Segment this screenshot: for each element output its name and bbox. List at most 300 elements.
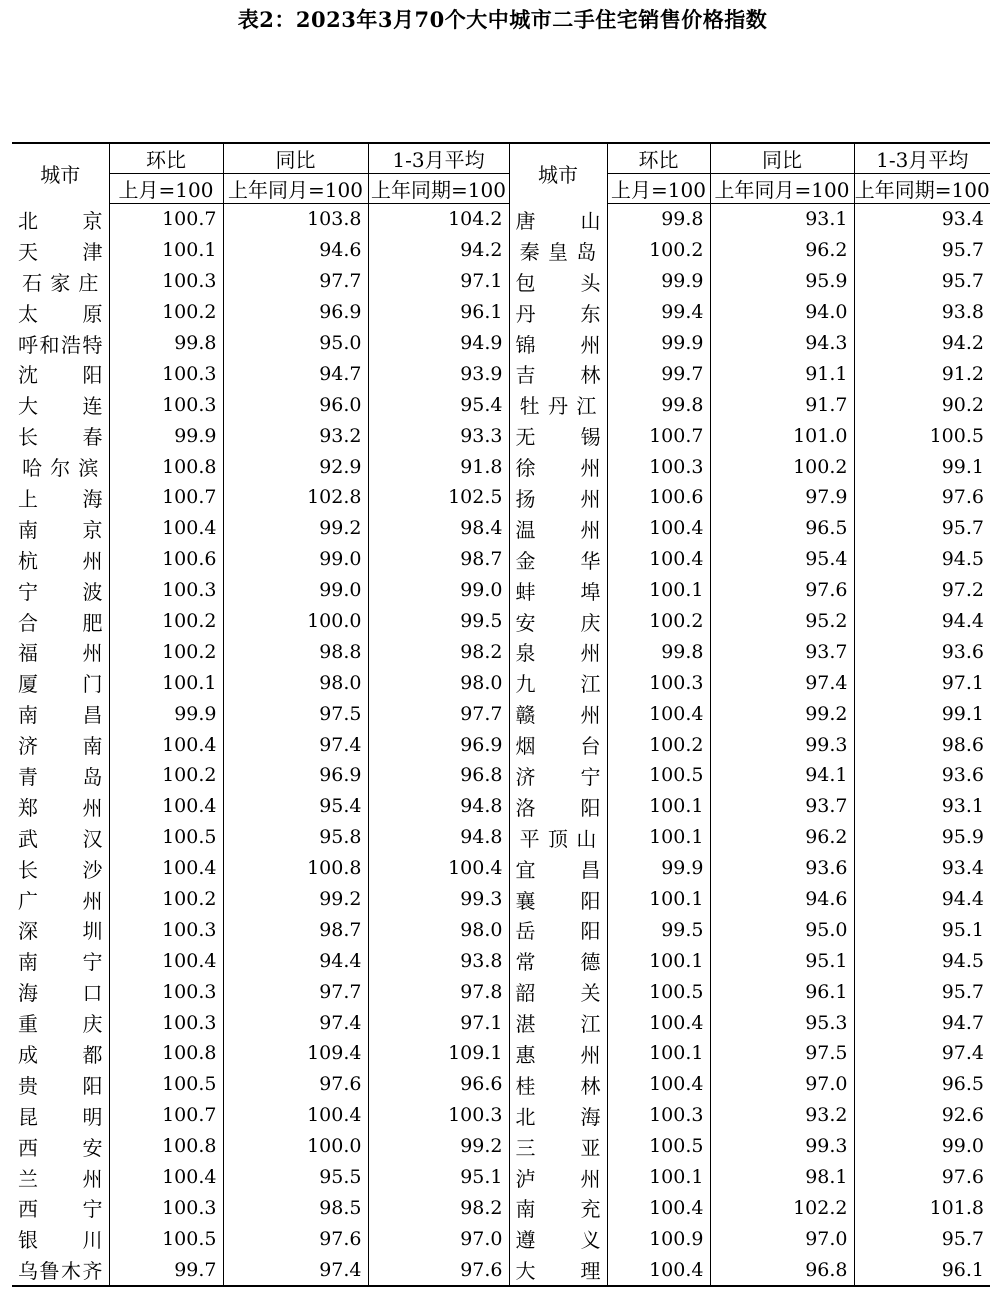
- city-label: 桂 林: [515, 1073, 601, 1098]
- city-name-left: [12, 606, 109, 637]
- avg-value-left: 102.5: [368, 482, 509, 513]
- yoy-value-left: 98.8: [223, 636, 368, 667]
- avg-value-left: 93.3: [368, 420, 509, 451]
- table-row: [12, 1069, 990, 1100]
- city-name-right: [509, 791, 607, 822]
- city-name-right: [509, 1007, 607, 1038]
- avg-value-right: 99.1: [854, 698, 990, 729]
- mom-value-left: 99.7: [109, 1254, 223, 1286]
- avg-value-right: 95.1: [854, 914, 990, 945]
- yoy-value-left: 97.4: [223, 729, 368, 760]
- header-avg-base-left: 上年同期=100: [368, 174, 509, 204]
- city-name-left: [12, 1193, 109, 1224]
- city-name-right: [509, 760, 607, 791]
- avg-value-left: 96.6: [368, 1069, 509, 1100]
- city-name-right: [509, 698, 607, 729]
- city-name-right: [509, 914, 607, 945]
- city-name-right: [509, 1131, 607, 1162]
- city-name-right: [509, 1254, 607, 1286]
- mom-value-right: 99.8: [607, 204, 710, 235]
- mom-value-left: 100.5: [109, 1223, 223, 1254]
- table-row: [12, 884, 990, 915]
- city-label: 湛 江: [515, 1012, 601, 1037]
- city-label: 郑 州: [18, 795, 103, 820]
- city-label: 武 汉: [18, 826, 103, 851]
- mom-value-left: 100.3: [109, 1007, 223, 1038]
- table-row: [12, 235, 990, 266]
- mom-value-right: 99.9: [607, 328, 710, 359]
- table-row: [12, 945, 990, 976]
- city-label: 成 都: [18, 1042, 103, 1067]
- city-name-left: [12, 791, 109, 822]
- mom-value-left: 100.4: [109, 729, 223, 760]
- avg-value-right: 93.6: [854, 760, 990, 791]
- mom-value-left: 99.9: [109, 698, 223, 729]
- mom-value-left: 100.2: [109, 297, 223, 328]
- yoy-value-left: 97.5: [223, 698, 368, 729]
- table-row: [12, 636, 990, 667]
- table-row: [12, 1193, 990, 1224]
- avg-value-right: 94.2: [854, 328, 990, 359]
- mom-value-right: 100.2: [607, 235, 710, 266]
- yoy-value-left: 109.4: [223, 1038, 368, 1069]
- yoy-value-right: 99.3: [710, 1131, 854, 1162]
- yoy-value-left: 97.6: [223, 1223, 368, 1254]
- avg-value-right: 99.1: [854, 451, 990, 482]
- avg-value-right: 93.8: [854, 297, 990, 328]
- city-name-right: [509, 297, 607, 328]
- yoy-value-left: 100.4: [223, 1100, 368, 1131]
- avg-value-left: 99.2: [368, 1131, 509, 1162]
- city-name-right: [509, 266, 607, 297]
- table-title: 表2：2023年3月70个大中城市二手住宅销售价格指数: [237, 7, 768, 32]
- mom-value-right: 100.1: [607, 884, 710, 915]
- yoy-value-left: 97.7: [223, 266, 368, 297]
- avg-value-left: 96.9: [368, 729, 509, 760]
- table-row: [12, 1038, 990, 1069]
- city-label: 呼 和 浩 特: [18, 332, 103, 357]
- yoy-value-right: 96.2: [710, 822, 854, 853]
- avg-value-left: 95.4: [368, 389, 509, 420]
- yoy-value-left: 99.2: [223, 513, 368, 544]
- header-mom-base-right: 上月=100: [607, 174, 710, 204]
- city-label: 合 肥: [18, 610, 103, 635]
- city-name-left: [12, 1162, 109, 1193]
- city-name-left: [12, 1100, 109, 1131]
- city-label: 平 顶 山: [519, 826, 597, 851]
- city-name-left: [12, 420, 109, 451]
- yoy-value-left: 94.6: [223, 235, 368, 266]
- yoy-value-left: 98.7: [223, 914, 368, 945]
- mom-value-right: 100.4: [607, 1069, 710, 1100]
- city-label: 南 昌: [18, 703, 103, 728]
- table-row: [12, 1223, 990, 1254]
- price-index-table: [12, 142, 990, 1287]
- mom-value-left: 100.6: [109, 544, 223, 575]
- mom-value-right: 100.2: [607, 606, 710, 637]
- table-row: [12, 1162, 990, 1193]
- city-name-left: [12, 544, 109, 575]
- city-name-right: [509, 822, 607, 853]
- mom-value-right: 99.5: [607, 914, 710, 945]
- avg-value-right: 101.8: [854, 1193, 990, 1224]
- mom-value-left: 100.7: [109, 1100, 223, 1131]
- mom-value-right: 100.5: [607, 976, 710, 1007]
- mom-value-right: 100.2: [607, 729, 710, 760]
- city-name-right: [509, 328, 607, 359]
- yoy-value-left: 99.2: [223, 884, 368, 915]
- yoy-value-right: 95.2: [710, 606, 854, 637]
- city-name-right: [509, 575, 607, 606]
- yoy-value-left: 94.7: [223, 358, 368, 389]
- city-name-left: [12, 1069, 109, 1100]
- avg-value-left: 98.4: [368, 513, 509, 544]
- mom-value-left: 99.8: [109, 328, 223, 359]
- avg-value-right: 90.2: [854, 389, 990, 420]
- city-name-right: [509, 853, 607, 884]
- mom-value-right: 99.4: [607, 297, 710, 328]
- mom-value-right: 100.1: [607, 945, 710, 976]
- city-name-left: [12, 513, 109, 544]
- yoy-value-right: 95.0: [710, 914, 854, 945]
- yoy-value-left: 97.4: [223, 1254, 368, 1286]
- mom-value-right: 100.1: [607, 791, 710, 822]
- city-label: 海 口: [18, 981, 103, 1006]
- city-name-right: [509, 513, 607, 544]
- city-label: 贵 阳: [18, 1073, 103, 1098]
- city-name-right: [509, 389, 607, 420]
- header-avg-base-right: 上年同期=100: [854, 174, 990, 204]
- mom-value-left: 100.3: [109, 358, 223, 389]
- mom-value-left: 100.3: [109, 266, 223, 297]
- avg-value-right: 91.2: [854, 358, 990, 389]
- city-label: 宁 波: [18, 579, 103, 604]
- table-row: [12, 513, 990, 544]
- mom-value-left: 100.4: [109, 1162, 223, 1193]
- yoy-value-left: 92.9: [223, 451, 368, 482]
- avg-value-left: 94.2: [368, 235, 509, 266]
- table-row: [12, 914, 990, 945]
- city-label: 赣 州: [515, 703, 601, 728]
- avg-value-left: 97.1: [368, 266, 509, 297]
- avg-value-left: 99.3: [368, 884, 509, 915]
- yoy-value-right: 96.5: [710, 513, 854, 544]
- city-label: 常 德: [515, 950, 601, 975]
- header-mom-right: 环比: [607, 143, 710, 174]
- city-label: 包 头: [515, 270, 601, 295]
- avg-value-right: 95.7: [854, 976, 990, 1007]
- avg-value-left: 97.7: [368, 698, 509, 729]
- city-label: 牡 丹 江: [519, 394, 597, 419]
- yoy-value-right: 93.2: [710, 1100, 854, 1131]
- avg-value-left: 91.8: [368, 451, 509, 482]
- avg-value-left: 95.1: [368, 1162, 509, 1193]
- city-name-left: [12, 451, 109, 482]
- avg-value-right: 94.5: [854, 544, 990, 575]
- avg-value-right: 93.6: [854, 636, 990, 667]
- mom-value-right: 99.8: [607, 636, 710, 667]
- yoy-value-right: 91.7: [710, 389, 854, 420]
- city-label: 银 川: [18, 1228, 103, 1253]
- city-label: 长 沙: [18, 857, 103, 882]
- city-label: 惠 州: [515, 1042, 601, 1067]
- city-label: 洛 阳: [515, 795, 601, 820]
- table-row: [12, 729, 990, 760]
- city-name-right: [509, 945, 607, 976]
- city-name-left: [12, 204, 109, 235]
- city-label: 西 安: [18, 1135, 103, 1160]
- avg-value-right: 93.4: [854, 204, 990, 235]
- city-label: 天 津: [18, 239, 103, 264]
- avg-value-right: 94.5: [854, 945, 990, 976]
- city-name-left: [12, 822, 109, 853]
- mom-value-right: 100.4: [607, 698, 710, 729]
- table-row: [12, 791, 990, 822]
- city-label: 太 原: [18, 301, 103, 326]
- yoy-value-left: 94.4: [223, 945, 368, 976]
- yoy-value-right: 91.1: [710, 358, 854, 389]
- mom-value-right: 100.4: [607, 1007, 710, 1038]
- city-label: 大 连: [18, 394, 103, 419]
- city-name-left: [12, 1223, 109, 1254]
- avg-value-right: 95.7: [854, 513, 990, 544]
- city-label: 青 岛: [18, 764, 103, 789]
- avg-value-left: 93.8: [368, 945, 509, 976]
- table-row: [12, 760, 990, 791]
- table-row: [12, 297, 990, 328]
- mom-value-right: 100.4: [607, 544, 710, 575]
- city-label: 蚌 埠: [515, 579, 601, 604]
- city-label: 大 理: [515, 1259, 601, 1284]
- city-name-right: [509, 358, 607, 389]
- city-label: 长 春: [18, 425, 103, 450]
- city-label: 哈 尔 滨: [22, 456, 99, 481]
- table-row: [12, 544, 990, 575]
- avg-value-left: 94.8: [368, 822, 509, 853]
- avg-value-right: 98.6: [854, 729, 990, 760]
- yoy-value-right: 95.1: [710, 945, 854, 976]
- header-avg-right: 1-3月平均: [854, 143, 990, 174]
- avg-value-right: 94.4: [854, 884, 990, 915]
- city-name-right: [509, 729, 607, 760]
- city-name-right: [509, 1069, 607, 1100]
- yoy-value-left: 95.8: [223, 822, 368, 853]
- city-name-left: [12, 235, 109, 266]
- mom-value-left: 100.3: [109, 914, 223, 945]
- table-row: [12, 575, 990, 606]
- header-mom-base-left: 上月=100: [109, 174, 223, 204]
- yoy-value-right: 97.9: [710, 482, 854, 513]
- avg-value-right: 95.9: [854, 822, 990, 853]
- city-label: 厦 门: [18, 672, 103, 697]
- city-label: 宜 昌: [515, 857, 601, 882]
- avg-value-left: 100.4: [368, 853, 509, 884]
- mom-value-right: 99.7: [607, 358, 710, 389]
- city-name-left: [12, 884, 109, 915]
- city-name-right: [509, 204, 607, 235]
- yoy-value-left: 97.4: [223, 1007, 368, 1038]
- city-label: 杭 州: [18, 548, 103, 573]
- table-body: [12, 204, 990, 1287]
- mom-value-right: 100.5: [607, 760, 710, 791]
- city-name-left: [12, 636, 109, 667]
- mom-value-left: 100.7: [109, 204, 223, 235]
- city-label: 南 充: [515, 1197, 601, 1222]
- city-label: 南 宁: [18, 950, 103, 975]
- city-label: 遵 义: [515, 1228, 601, 1253]
- avg-value-right: 95.7: [854, 1223, 990, 1254]
- mom-value-left: 100.4: [109, 945, 223, 976]
- city-label: 上 海: [18, 486, 103, 511]
- yoy-value-right: 101.0: [710, 420, 854, 451]
- mom-value-left: 100.5: [109, 1069, 223, 1100]
- mom-value-left: 100.8: [109, 1038, 223, 1069]
- table-row: [12, 328, 990, 359]
- yoy-value-right: 95.3: [710, 1007, 854, 1038]
- mom-value-right: 100.1: [607, 1162, 710, 1193]
- yoy-value-left: 100.0: [223, 1131, 368, 1162]
- mom-value-right: 100.3: [607, 451, 710, 482]
- city-name-right: [509, 1038, 607, 1069]
- yoy-value-right: 96.2: [710, 235, 854, 266]
- yoy-value-right: 96.8: [710, 1254, 854, 1286]
- mom-value-left: 100.8: [109, 451, 223, 482]
- city-label: 重 庆: [18, 1012, 103, 1037]
- city-name-right: [509, 544, 607, 575]
- yoy-value-right: 97.6: [710, 575, 854, 606]
- mom-value-right: 100.4: [607, 513, 710, 544]
- city-name-left: [12, 667, 109, 698]
- mom-value-left: 100.4: [109, 853, 223, 884]
- mom-value-right: 100.4: [607, 1193, 710, 1224]
- city-label: 济 南: [18, 734, 103, 759]
- yoy-value-left: 97.6: [223, 1069, 368, 1100]
- city-name-right: [509, 482, 607, 513]
- yoy-value-right: 94.6: [710, 884, 854, 915]
- city-label: 泸 州: [515, 1166, 601, 1191]
- avg-value-right: 97.6: [854, 1162, 990, 1193]
- table-row: [12, 976, 990, 1007]
- mom-value-left: 100.2: [109, 760, 223, 791]
- mom-value-left: 100.2: [109, 606, 223, 637]
- table-row: [12, 482, 990, 513]
- yoy-value-left: 98.5: [223, 1193, 368, 1224]
- header-city-left: 城市: [40, 163, 81, 188]
- city-name-right: [509, 420, 607, 451]
- city-name-left: [12, 760, 109, 791]
- mom-value-right: 99.9: [607, 266, 710, 297]
- mom-value-right: 100.1: [607, 1038, 710, 1069]
- mom-value-left: 100.5: [109, 822, 223, 853]
- header-city-right: 城市: [509, 143, 607, 204]
- mom-value-right: 100.9: [607, 1223, 710, 1254]
- avg-value-left: 100.3: [368, 1100, 509, 1131]
- city-label: 济 宁: [515, 764, 601, 789]
- city-name-left: [12, 945, 109, 976]
- yoy-value-right: 97.0: [710, 1069, 854, 1100]
- city-label: 西 宁: [18, 1197, 103, 1222]
- avg-value-left: 109.1: [368, 1038, 509, 1069]
- yoy-value-left: 100.0: [223, 606, 368, 637]
- city-name-left: [12, 1131, 109, 1162]
- yoy-value-right: 94.1: [710, 760, 854, 791]
- city-label: 徐 州: [515, 456, 601, 481]
- avg-value-right: 95.7: [854, 235, 990, 266]
- city-name-left: [12, 729, 109, 760]
- yoy-value-left: 102.8: [223, 482, 368, 513]
- city-label: 襄 阳: [515, 888, 601, 913]
- yoy-value-right: 102.2: [710, 1193, 854, 1224]
- yoy-value-right: 99.2: [710, 698, 854, 729]
- yoy-value-right: 99.3: [710, 729, 854, 760]
- city-name-right: [509, 976, 607, 1007]
- city-label: 广 州: [18, 888, 103, 913]
- city-name-right: [509, 1223, 607, 1254]
- city-label: 石 家 庄: [22, 270, 99, 295]
- header-yoy-base-left: 上年同月=100: [223, 174, 368, 204]
- city-name-left: [12, 266, 109, 297]
- yoy-value-left: 103.8: [223, 204, 368, 235]
- yoy-value-right: 100.2: [710, 451, 854, 482]
- table-row: [12, 822, 990, 853]
- city-label: 兰 州: [18, 1166, 103, 1191]
- mom-value-right: 100.1: [607, 822, 710, 853]
- city-label: 无 锡: [515, 425, 601, 450]
- city-label: 丹 东: [515, 301, 601, 326]
- yoy-value-right: 95.9: [710, 266, 854, 297]
- table-row: [12, 266, 990, 297]
- header-mom-left: 环比: [109, 143, 223, 174]
- yoy-value-left: 96.0: [223, 389, 368, 420]
- avg-value-right: 100.5: [854, 420, 990, 451]
- city-name-right: [509, 667, 607, 698]
- city-label: 锦 州: [515, 332, 601, 357]
- avg-value-right: 93.1: [854, 791, 990, 822]
- avg-value-left: 99.5: [368, 606, 509, 637]
- yoy-value-left: 99.0: [223, 575, 368, 606]
- city-label: 北 京: [18, 208, 103, 233]
- table-row: [12, 1100, 990, 1131]
- table-row: [12, 451, 990, 482]
- city-name-left: [12, 1038, 109, 1069]
- yoy-value-right: 95.4: [710, 544, 854, 575]
- mom-value-left: 100.3: [109, 575, 223, 606]
- avg-value-left: 97.6: [368, 1254, 509, 1286]
- city-name-left: [12, 358, 109, 389]
- avg-value-left: 98.7: [368, 544, 509, 575]
- city-name-right: [509, 1193, 607, 1224]
- avg-value-left: 96.1: [368, 297, 509, 328]
- city-name-left: [12, 482, 109, 513]
- header-yoy-left: 同比: [223, 143, 368, 174]
- city-name-right: [509, 884, 607, 915]
- avg-value-right: 97.4: [854, 1038, 990, 1069]
- mom-value-left: 100.4: [109, 513, 223, 544]
- yoy-value-right: 98.1: [710, 1162, 854, 1193]
- yoy-value-left: 96.9: [223, 297, 368, 328]
- table-row: [12, 853, 990, 884]
- mom-value-left: 100.1: [109, 667, 223, 698]
- avg-value-right: 94.7: [854, 1007, 990, 1038]
- mom-value-left: 99.9: [109, 420, 223, 451]
- city-label: 北 海: [515, 1104, 601, 1129]
- city-name-left: [12, 575, 109, 606]
- header-yoy-base-right: 上年同月=100: [710, 174, 854, 204]
- avg-value-right: 97.6: [854, 482, 990, 513]
- mom-value-right: 100.1: [607, 575, 710, 606]
- avg-value-left: 98.2: [368, 1193, 509, 1224]
- yoy-value-right: 97.5: [710, 1038, 854, 1069]
